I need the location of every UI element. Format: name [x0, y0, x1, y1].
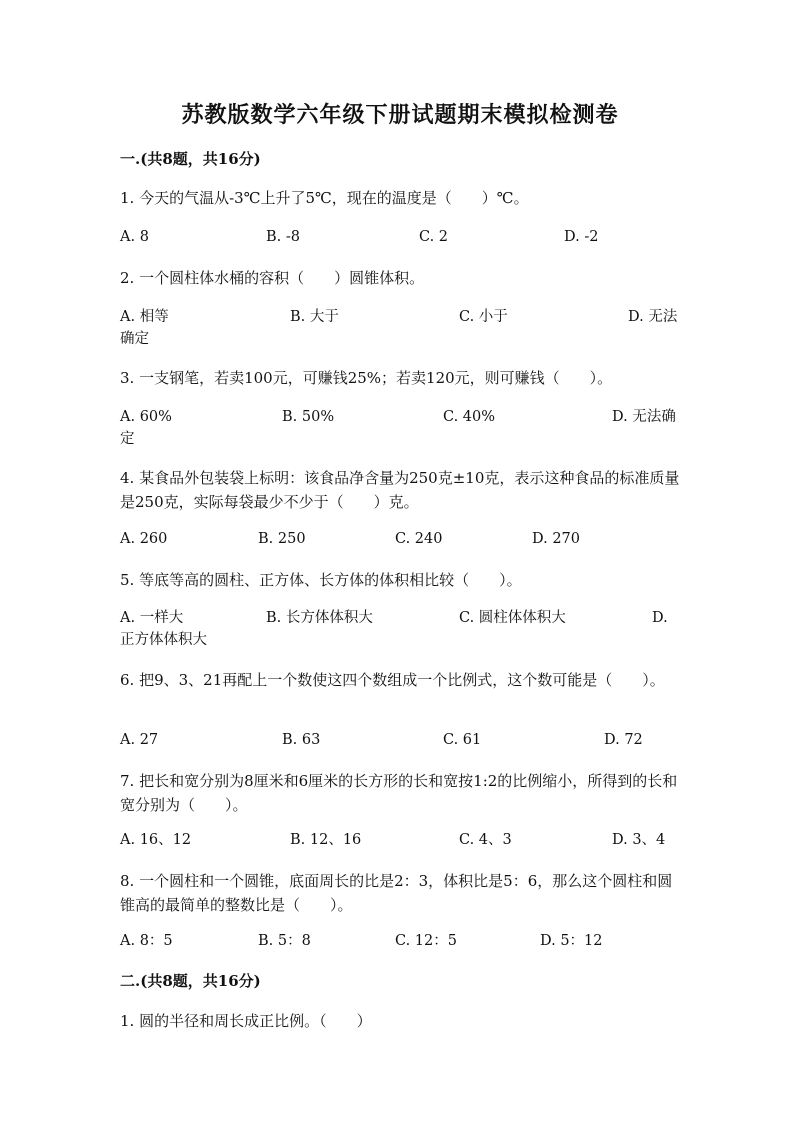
option-b: B. 12、16 [290, 832, 362, 848]
option-c: C. 40% [443, 409, 496, 425]
option-d-continuation: 正方体体积大 [120, 632, 207, 648]
option-d: D. 无法 [628, 309, 678, 325]
option-b: B. 5：8 [258, 933, 311, 949]
option-b: B. 大于 [290, 309, 339, 325]
option-d: D. 270 [532, 531, 581, 547]
option-a: A. 一样大 [120, 610, 184, 626]
option-d-continuation: 定 [120, 431, 135, 447]
option-c: C. 小于 [459, 309, 508, 325]
page-title: 苏教版数学六年级下册试题期末模拟检测卷 [181, 102, 619, 128]
question-8-options [0, 930, 800, 974]
option-b: B. 长方体体积大 [266, 610, 373, 626]
option-d: D. -2 [564, 229, 599, 245]
option-d: D. 无法确 [612, 409, 676, 425]
option-c: C. 61 [443, 732, 482, 748]
option-b: B. 50% [282, 409, 335, 425]
option-a: A. 60% [120, 409, 172, 425]
question-7: 7. 把长和宽分别为8厘米和6厘米的长方形的长和宽按1:2的比例缩小，所得到的长和宽分别为（ ）。 [120, 772, 678, 814]
question-7-options [0, 829, 800, 873]
question-6: 6. 把9、3、21再配上一个数使这四个数组成一个比例式，这个数可能是（ ）。 [120, 671, 665, 689]
option-a: A. 260 [120, 531, 168, 547]
option-c: C. 4、3 [459, 832, 512, 848]
option-c: C. 12：5 [395, 933, 457, 949]
option-a: A. 16、12 [120, 832, 192, 848]
option-a: A. 相等 [120, 309, 169, 325]
option-d: D. 72 [604, 732, 643, 748]
option-b: B. -8 [266, 229, 300, 245]
question-1-options [0, 226, 800, 270]
question-2: 2. 一个圆柱体水桶的容积（ ）圆锥体积。 [120, 269, 425, 287]
option-a: A. 27 [120, 732, 159, 748]
option-c: C. 圆柱体体积大 [459, 610, 566, 626]
question-2-options [0, 306, 800, 350]
option-a: A. 8 [120, 229, 149, 245]
option-b: B. 63 [282, 732, 321, 748]
option-d-continuation: 确定 [120, 331, 149, 347]
option-c: C. 240 [395, 531, 443, 547]
option-a: A. 8：5 [120, 933, 173, 949]
question-1: 1. 今天的气温从-3℃上升了5℃，现在的温度是（ ）℃。 [120, 189, 529, 207]
option-b: B. 250 [258, 531, 306, 547]
option-c: C. 2 [419, 229, 449, 245]
question-5-options [0, 607, 800, 651]
section-heading-2: 二.(共8题，共16分) [120, 972, 261, 990]
option-d: D. 3、4 [612, 832, 666, 848]
question-5: 5. 等底等高的圆柱、正方体、长方体的体积相比较（ ）。 [120, 571, 522, 589]
question-3-options [0, 406, 800, 450]
question-8: 8. 一个圆柱和一个圆锥，底面周长的比是2：3，体积比是5：6，那么这个圆柱和圆锥高的最简单的整数比是（ ）。 [120, 872, 673, 914]
question-4-options [0, 528, 800, 572]
option-d: D. 5：12 [540, 933, 603, 949]
section2-question-1: 1. 圆的半径和周长成正比例。（ ） [120, 1012, 372, 1030]
question-4: 4. 某食品外包装袋上标明：该食品净含量为250克±10克，表示这种食品的标准质量是250克，实际每袋最少不少于（ ）克。 [120, 469, 680, 511]
question-6-options [0, 729, 800, 773]
section-heading-1: 一.(共8题，共16分) [120, 150, 261, 168]
option-d: D. [652, 610, 668, 626]
question-3: 3. 一支钢笔，若卖100元，可赚钱25%；若卖120元，则可赚钱（ ）。 [120, 369, 613, 387]
